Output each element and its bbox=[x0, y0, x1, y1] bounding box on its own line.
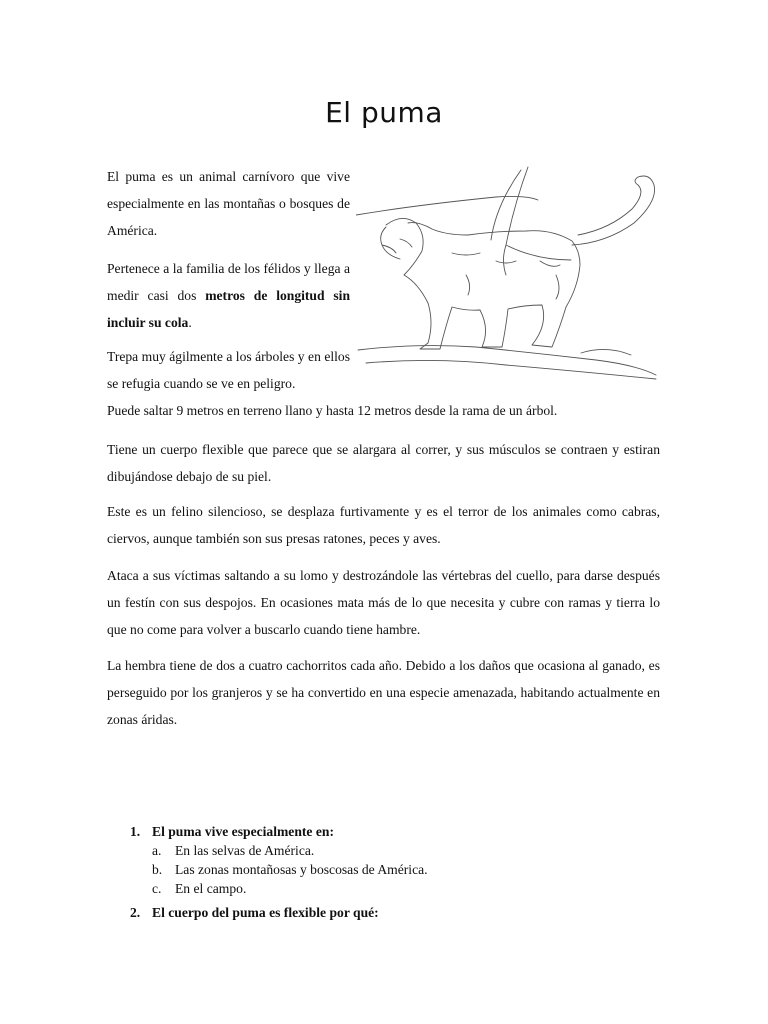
body-paragraph-5: Este es un felino silencioso, se desplaza furtivamente y es el terror de los animales como cabras, ciervos, aunque también son sus presas ratones, peces y aves. bbox=[107, 504, 660, 546]
intro-paragraph-2-end: . bbox=[188, 315, 192, 330]
option-a-text: En las selvas de América. bbox=[175, 843, 315, 858]
document-title: El puma bbox=[325, 96, 443, 129]
intro-paragraph-3-continuation: Puede saltar 9 metros en terreno llano y hasta 12 metros desde la rama de un árbol. bbox=[107, 403, 558, 418]
option-a-letter: a. bbox=[152, 843, 162, 858]
intro-paragraph-2-bold: metros de longitud sin incluir su cola bbox=[107, 288, 351, 330]
question-1-number: 1. bbox=[130, 824, 141, 839]
question-1-text: El puma vive especialmente en: bbox=[152, 824, 334, 839]
question-2-number: 2. bbox=[130, 905, 141, 920]
body-paragraph-4: Tiene un cuerpo flexible que parece que se alargara al correr, y sus músculos se contraen y estiran dibujándose debajo de su piel. bbox=[107, 442, 660, 484]
option-b-letter: b. bbox=[152, 862, 163, 877]
intro-paragraph-3: Trepa muy ágilmente a los árboles y en ellos se refugia cuando se ve en peligro. bbox=[107, 349, 350, 391]
intro-paragraph-2-text: Pertenece a la familia de los félidos y llega a medir casi dos bbox=[107, 261, 350, 303]
option-b-text: Las zonas montañosas y boscosas de América. bbox=[175, 862, 428, 877]
intro-paragraph-2 bbox=[107, 255, 350, 336]
option-c-text: En el campo. bbox=[175, 881, 247, 896]
intro-paragraph-1: El puma es un animal carnívoro que vive especialmente en las montañas o bosques de América. bbox=[107, 169, 350, 238]
option-c-letter: c. bbox=[152, 881, 162, 896]
question-2-text: El cuerpo del puma es flexible por qué: bbox=[152, 905, 379, 920]
body-paragraph-6: Ataca a sus víctimas saltando a su lomo y destrozándole las vértebras del cuello, para darse después un festín con sus despojos. En ocasiones mata más de lo que necesita y cubre con ramas y tierra lo que no come para volver a buscarlo cuando tiene hambre. bbox=[107, 568, 660, 637]
puma-illustration bbox=[356, 165, 662, 380]
body-paragraph-7: La hembra tiene de dos a cuatro cachorritos cada año. Debido a los daños que ocasiona al ganado, es perseguido por los granjeros y se ha convertido en una especie amenazada, habitando actualmente en zonas áridas. bbox=[107, 658, 660, 727]
